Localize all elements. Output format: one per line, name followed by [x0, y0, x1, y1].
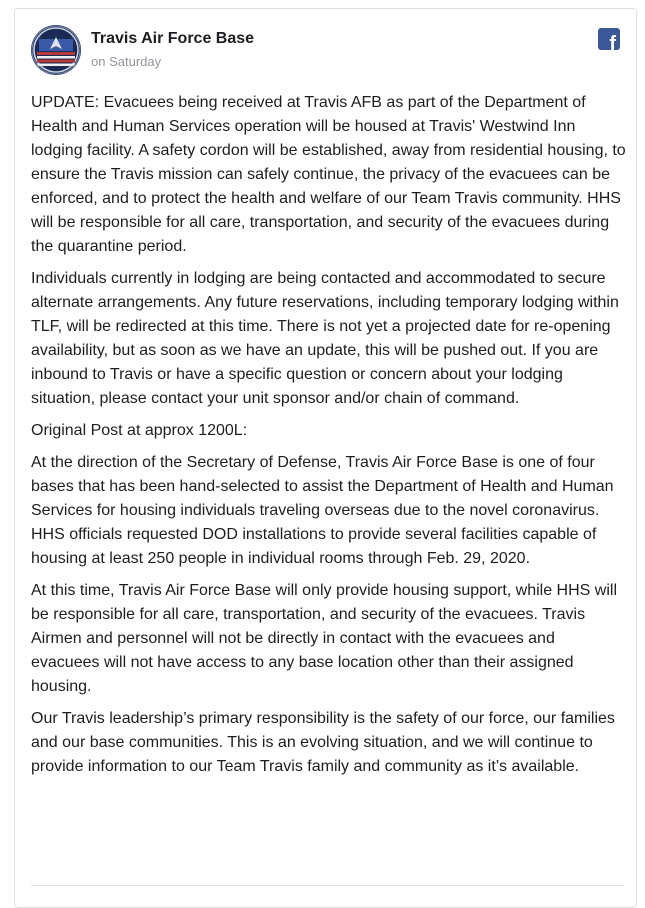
- post-paragraph: UPDATE: Evacuees being received at Travis AFB as part of the Department of Health and Human Services operation will be housed at Travis' Westwind Inn lodging facility. A safety cordon will be established, away from residential housing, to ensure the Travis mission can safely continue, the privacy of the evacuees can be enforced, and to protect the health and welfare of our Team Travis community. HHS will be responsible for all care, transportation, and security of the evacuees during the quarantine period.: [31, 94, 626, 255]
- post-paragraph: Individuals currently in lodging are being contacted and accommodated to secure alternate arrangements. Any future reservations, including temporary lodging within TLF, will be redirected at this time. There is not yet a projected date for re-opening availability, but as soon as we have an update, this will be pushed out. If you are inbound to Travis or have a specific question or concern about your lodging situation, please contact your unit sponsor and/or chain of command.: [31, 270, 619, 407]
- post-paragraph: Our Travis leadership’s primary responsibility is the safety of our force, our families and our base communities. This is an evolving situation, and we will continue to provide information to our Team Travis family and community as it’s available.: [31, 710, 615, 775]
- facebook-icon[interactable]: [598, 28, 620, 50]
- post-header: [31, 25, 620, 77]
- post-paragraph: Original Post at approx 1200L:: [31, 422, 248, 439]
- post-paragraph: At this time, Travis Air Force Base will only provide housing support, while HHS will be responsible for all care, transportation, and security of the evacuees. Travis Airmen and personnel will not be directly in contact with the evacuees and evacuees will not have access to any base location other than their assigned housing.: [31, 582, 617, 695]
- post-body: [31, 91, 626, 787]
- post-timestamp[interactable]: on Saturday: [91, 54, 162, 69]
- facebook-f-glyph: f: [609, 33, 616, 50]
- post-divider: [31, 885, 624, 886]
- post-card: [14, 8, 637, 908]
- page-avatar[interactable]: [31, 25, 81, 75]
- page-name-link[interactable]: Travis Air Force Base: [91, 30, 255, 47]
- post-paragraph: At the direction of the Secretary of Defense, Travis Air Force Base is one of four bases that has been hand-selected to assist the Department of Health and Human Services for housing individuals traveling overseas due to the novel coronavirus. HHS officials requested DOD installations to provide several facilities capable of housing at least 250 people in individual rooms through Feb. 29, 2020.: [31, 454, 614, 567]
- travis-afb-seal-icon: [31, 25, 81, 75]
